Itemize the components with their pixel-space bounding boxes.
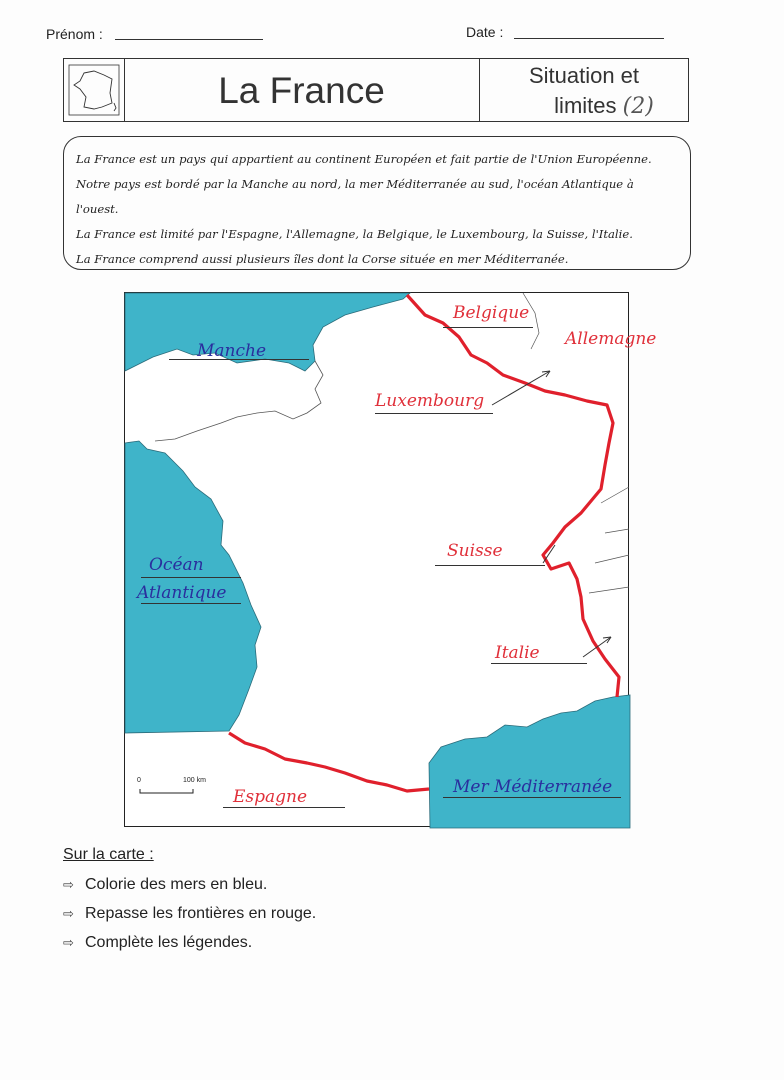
date-label: Date : bbox=[466, 24, 504, 40]
answer-line bbox=[141, 603, 241, 604]
prenom-label: Prénom : bbox=[46, 26, 103, 42]
text-line: Notre pays est bordé par la Manche au nord, la mer Méditerranée au sud, l'océan Atlantique à bbox=[76, 177, 634, 191]
label-espagne: Espagne bbox=[233, 787, 308, 807]
text-line: La France est un pays qui appartient au continent Européen et fait partie de l'Union Européenne. bbox=[76, 152, 652, 166]
answer-line bbox=[375, 413, 493, 414]
instruction-text: Complète les légendes. bbox=[85, 934, 253, 951]
border-south bbox=[229, 733, 429, 791]
sea-mediterranean bbox=[429, 695, 630, 828]
text-line: La France est limité par l'Espagne, l'Allemagne, la Belgique, le Luxembourg, la Suisse, l'Italie. bbox=[76, 227, 633, 241]
answer-line bbox=[169, 359, 309, 360]
text-line: l'ouest. bbox=[76, 202, 119, 216]
instruction-text: Repasse les frontières en rouge. bbox=[85, 905, 317, 922]
label-luxembourg: Luxembourg bbox=[375, 391, 485, 411]
instruction-item bbox=[63, 905, 316, 923]
title-box bbox=[63, 58, 689, 122]
answer-line bbox=[435, 565, 545, 566]
page-title: La France bbox=[218, 70, 385, 111]
answer-line bbox=[443, 327, 533, 328]
label-allemagne: Allemagne bbox=[565, 329, 657, 349]
label-italie: Italie bbox=[495, 643, 540, 663]
instruction-item bbox=[63, 934, 252, 952]
text-line: La France comprend aussi plusieurs îles dont la Corse située en mer Méditerranée. bbox=[76, 252, 569, 266]
answer-line bbox=[443, 797, 621, 798]
answer-line bbox=[141, 577, 241, 578]
answer-line bbox=[491, 663, 587, 664]
subtitle-word: limites bbox=[554, 93, 617, 118]
instruction-text: Colorie des mers en bleu. bbox=[85, 876, 268, 893]
label-mediterranee: Mer Méditerranée bbox=[453, 777, 613, 797]
arrow-right-icon: ⇨ bbox=[63, 877, 74, 892]
answer-line bbox=[223, 807, 345, 808]
label-suisse: Suisse bbox=[447, 541, 503, 561]
border-north-east bbox=[407, 295, 619, 697]
subtitle-number: (2) bbox=[622, 94, 654, 119]
instruction-item bbox=[63, 876, 267, 894]
label-ocean: Océan bbox=[149, 555, 204, 575]
instructions-title: Sur la carte : bbox=[63, 846, 154, 863]
prenom-field[interactable] bbox=[115, 39, 263, 40]
label-atlantique: Atlantique bbox=[137, 583, 227, 603]
date-field[interactable] bbox=[514, 38, 664, 39]
scale-label-zero: 0 bbox=[137, 777, 141, 784]
scale-label-100km: 100 km bbox=[183, 777, 206, 784]
france-map bbox=[124, 292, 657, 827]
arrow-right-icon: ⇨ bbox=[63, 935, 74, 950]
label-manche: Manche bbox=[197, 341, 267, 361]
subtitle-line2 bbox=[480, 93, 688, 119]
arrow-right-icon: ⇨ bbox=[63, 906, 74, 921]
subtitle-line1: Situation et bbox=[528, 63, 640, 88]
france-outline-icon bbox=[64, 59, 125, 121]
scale-bar bbox=[140, 789, 193, 793]
intro-text-box bbox=[63, 136, 691, 270]
label-belgique: Belgique bbox=[453, 303, 530, 323]
